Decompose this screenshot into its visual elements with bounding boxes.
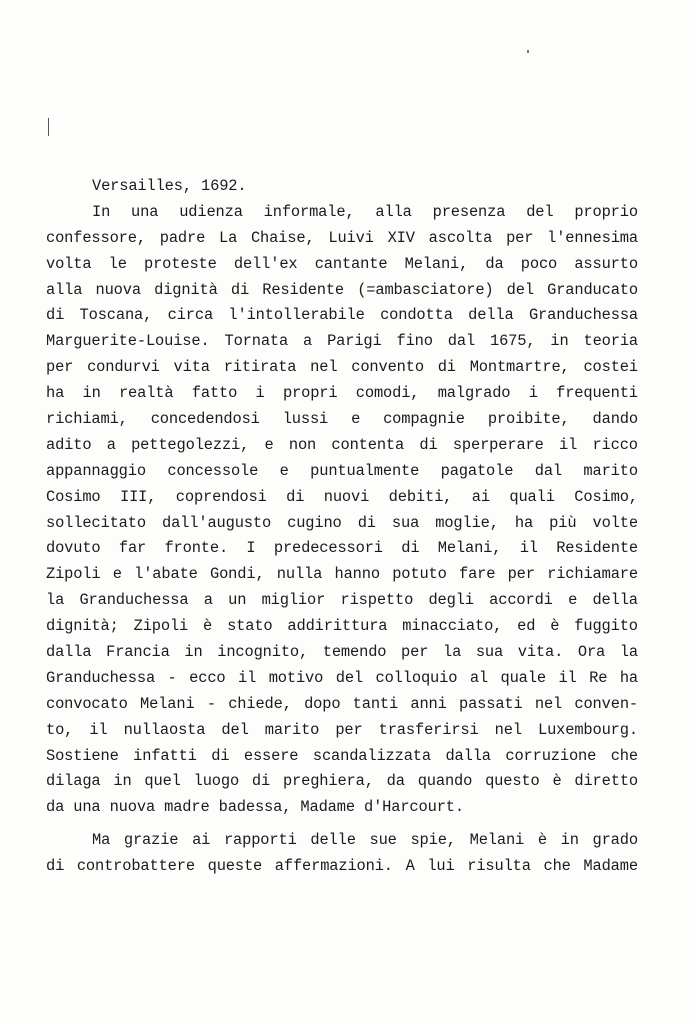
margin-mark [48,118,49,136]
text-line: to, il nullaosta del marito per trasferirsi nel Luxembourg. [46,720,638,739]
text-line: dalla Francia in incognito, temendo per la sua vita. Ora la [46,643,638,662]
text-line: convocato Melani - chiede, dopo tanti anni passati nel conven- [46,694,638,713]
place-date-heading: Versailles, 1692. [92,177,247,195]
text-line: sollecitato dall'augusto cugino di sua moglie, ha più volte [46,513,638,532]
text-line: ha in realtà fatto i propri comodi, malgrado i frequenti [46,384,638,403]
text-line: Marguerite-Louise. Tornata a Parigi fino dal 1675, in teoria [46,332,638,351]
text-line: dovuto far fronte. I predecessori di Melani, il Residente [46,539,638,558]
text-line: In una udienza informale, alla presenza del proprio [92,202,638,221]
text-line: richiami, concedendosi lussi e compagnie proibite, dando [46,410,638,429]
paragraph-2 [46,828,638,880]
text-line: Granduchessa - ecco il motivo del colloquio al quale il Re ha [46,668,638,687]
text-line: dignità; Zipoli è stato addirittura minacciato, ed è fuggito [46,617,638,636]
text-line: appannaggio concessole e puntualmente pagatole dal marito [46,461,638,480]
document-body [46,174,638,880]
paragraph-1 [46,200,638,821]
text-line: per condurvi vita ritirata nel convento di Montmartre, costei [46,358,638,377]
text-line: la Granduchessa a un miglior rispetto degli accordi e della [46,591,638,610]
text-line: confessore, padre La Chaise, Luivi XIV ascolta per l'ennesima [46,228,638,247]
text-line: di Toscana, circa l'intollerabile condotta della Granduchessa [46,306,638,325]
text-line: alla nuova dignità di Residente (=ambasciatore) del Granducato [46,280,638,299]
text-line: Ma grazie ai rapporti delle sue spie, Melani è in grado [92,831,638,850]
text-line: Zipoli e l'abate Gondi, nulla hanno potuto fare per richiamare [46,565,638,584]
stray-mark [527,50,529,53]
text-line: volta le proteste dell'ex cantante Melani, da poco assurto [46,254,638,273]
text-line: da una nuova madre badessa, Madame d'Harcourt. [46,798,464,817]
text-line: Cosimo III, coprendosi di nuovi debiti, ai quali Cosimo, [46,487,638,506]
text-line: Sostiene infatti di essere scandalizzata dalla corruzione che [46,746,638,765]
text-line: di controbattere queste affermazioni. A lui risulta che Madame [46,857,638,876]
text-line: dilaga in quel luogo di preghiera, da quando questo è diretto [46,772,638,791]
text-line: adito a pettegolezzi, e non contenta di sperperare il ricco [46,435,638,454]
